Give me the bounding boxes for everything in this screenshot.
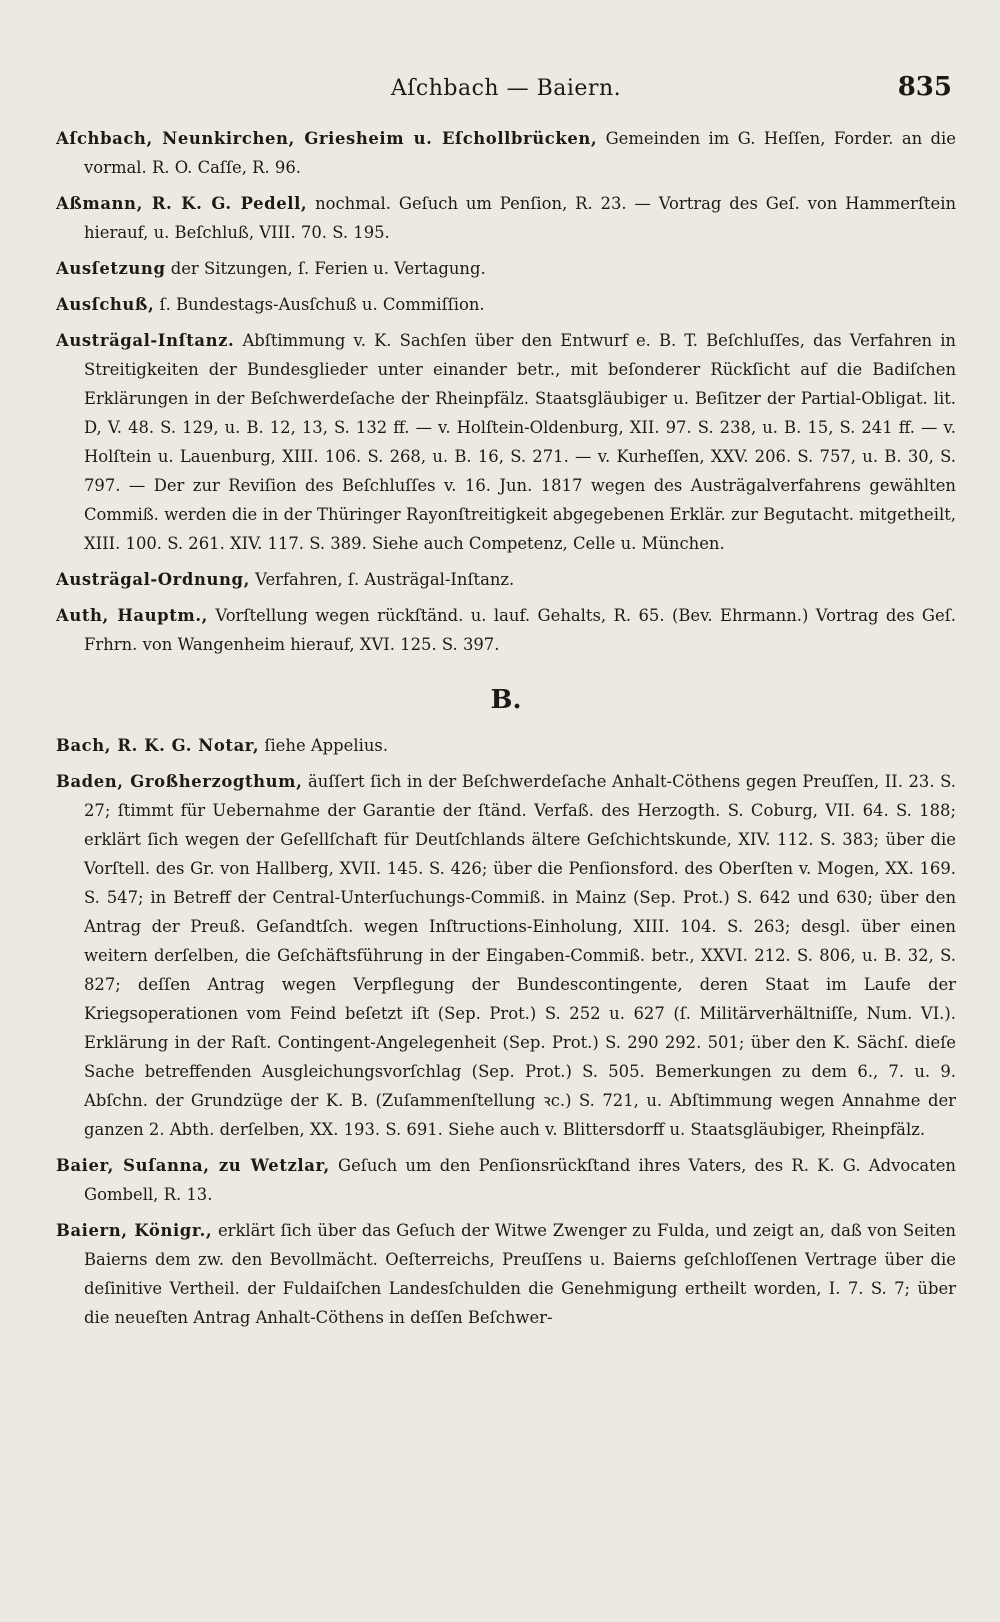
- running-title: Aſchbach — Baiern.: [390, 76, 622, 101]
- entry-headword: Aſchbach, Neunkirchen, Griesheim u. Eſchollbrücken,: [56, 129, 598, 148]
- section-letter: B.: [490, 685, 522, 715]
- index-entry: [56, 1216, 956, 1332]
- index-entry: [56, 601, 956, 659]
- page-number: 835: [897, 72, 952, 102]
- index-entry: [56, 565, 956, 594]
- entry-headword: Austrägal-Inſtanz.: [56, 331, 235, 350]
- entry-headword: Auth, Hauptm.,: [56, 606, 208, 625]
- entry-headword: Baden, Großherzogthum,: [56, 772, 303, 791]
- index-section-a: [56, 124, 956, 659]
- entry-text: Vorſtellung wegen rückſtänd. u. lauf. Gehalts, R. 65. (Bev. Ehrmann.) Vortrag des Geſ. Frhrn. von Wangenheim hierauf, XVI. 125. S. 397.: [84, 606, 957, 654]
- index-entry: [56, 254, 956, 283]
- entry-text: der Sitzungen, ſ. Ferien u. Vertagung.: [170, 259, 486, 278]
- entry-text: erklärt ſich über das Geſuch der Witwe Zwenger zu Fulda, und zeigt an, daß von Seiten Baierns dem zw. den Bevollmächt. Oeſterreichs, Preuſſens u. Baierns geſchloſſenen Vertrage über die deſinitive Vertheil. der Fuldaiſchen Landesſchulden die Genehmigung ertheilt worden, I. 7. S. 7; über die neueſten Antrag Anhalt-Cöthens in deſſen Beſchwer-: [84, 1221, 956, 1327]
- entry-headword: Ausſchuß,: [56, 295, 155, 314]
- entry-headword: Ausſetzung: [56, 259, 166, 278]
- index-entry: [56, 731, 956, 760]
- index-entry: [56, 326, 956, 558]
- entry-text: Verfahren, ſ. Austrägal-Inſtanz.: [255, 570, 515, 589]
- running-head: [56, 70, 956, 116]
- entry-headword: Aßmann, R. K. G. Pedell,: [56, 194, 308, 213]
- index-entry: [56, 1151, 956, 1209]
- index-entry: [56, 124, 956, 182]
- entry-text: Geſuch um den Penſionsrückſtand ihres Vaters, des R. K. G. Advocaten Gombell, R. 13.: [84, 1156, 956, 1204]
- entry-text: nochmal. Geſuch um Penſion, R. 23. — Vortrag des Geſ. von Hammerſtein hierauf, u. Beſchluß, VIII. 70. S. 195.: [84, 194, 956, 242]
- entry-headword: Austrägal-Ordnung,: [56, 570, 250, 589]
- entry-text: Abſtimmung v. K. Sachſen über den Entwurf e. B. T. Beſchluſſes, das Verfahren in Streitigkeiten der Bundesglieder unter einander betr., mit beſonderer Rückſicht auf die Badiſchen Erklärungen in der Beſchwerdeſache der Rheinpfälz. Staatsgläubiger u. Beſitzer der Partial-Obligat. lit. D, V. 48. S. 129, u. B. 12, 13, S. 132 ff. — v. Holſtein-Oldenburg, XII. 97. S. 238, u. B. 15, S. 241 ff. — v. Holſtein u. Lauenburg, XIII. 106. S. 268, u. B. 16, S. 271. — v. Kurheſſen, XXV. 206. S. 757, u. B. 30, S. 797. — Der zur Reviſion des Beſchluſſes v. 16. Jun. 1817 wegen des Austrägalverfahrens gewählten Commiß. werden die in der Thüringer Rayonſtreitigkeit abgegebenen Erklär. zur Begutacht. mitgetheilt, XIII. 100. S. 261. XIV. 117. S. 389. Siehe auch Competenz, Celle u. München.: [84, 331, 956, 553]
- entry-headword: Baiern, Königr.,: [56, 1221, 213, 1240]
- entry-text: ſiehe Appelius.: [264, 736, 389, 755]
- entry-headword: Bach, R. K. G. Notar,: [56, 736, 260, 755]
- index-section-b: [56, 731, 956, 1332]
- entry-text: äuſſert ſich in der Beſchwerdeſache Anhalt-Cöthens gegen Preuſſen, II. 23. S. 27; ſtimmt für Uebernahme der Garantie der ſtänd. Verfaß. des Herzogth. S. Coburg, VII. 64. S. 188; erklärt ſich wegen der Geſellſchaft für Deutſchlands ältere Geſchichtskunde, XIV. 112. S. 383; über die Vorſtell. des Gr. von Hallberg, XVII. 145. S. 426; über die Penſionsford. des Oberſten v. Mogen, XX. 169. S. 547; in Betreff der Central-Unterſuchungs-Commiß. in Mainz (Sep. Prot.) S. 642 und 630; über den Antrag der Preuß. Geſandtſch. wegen Inſtructions-Einholung, XIII. 104. S. 263; desgl. über einen weitern derſelben, die Geſchäftsführung in der Eingaben-Commiß. betr., XXVI. 212. S. 806, u. B. 32, S. 827; deſſen Antrag wegen Verpflegung der Bundescontingente, deren Staat im Laufe der Kriegsoperationen vom Feind beſetzt iſt (Sep. Prot.) S. 252 u. 627 (ſ. Militärverhältniſſe, Num. VI.). Erklärung in der Raſt. Contingent-Angelegenheit (Sep. Prot.) S. 290 292. 501; über den K. Sächſ. dieſe Sache betreffenden Ausgleichungsvorſchlag (Sep. Prot.) S. 505. Bemerkungen zu dem 6., 7. u. 9. Abſchn. der Grundzüge der K. B. (Zuſammenſtellung ꝛc.) S. 721, u. Abſtimmung wegen Annahme der ganzen 2. Abth. derſelben, XX. 193. S. 691. Siehe auch v. Blittersdorff u. Staatsgläubiger, Rheinpfälz.: [84, 772, 957, 1139]
- entry-text: ſ. Bundestags-Ausſchuß u. Commiſſion.: [159, 295, 485, 314]
- index-entry: [56, 767, 956, 1144]
- index-entry: [56, 290, 956, 319]
- entry-text: Gemeinden im G. Heſſen, Forder. an die vormal. R. O. Caſſe, R. 96.: [84, 129, 956, 177]
- entry-headword: Baier, Suſanna, zu Wetzlar,: [56, 1156, 330, 1175]
- index-entry: [56, 189, 956, 247]
